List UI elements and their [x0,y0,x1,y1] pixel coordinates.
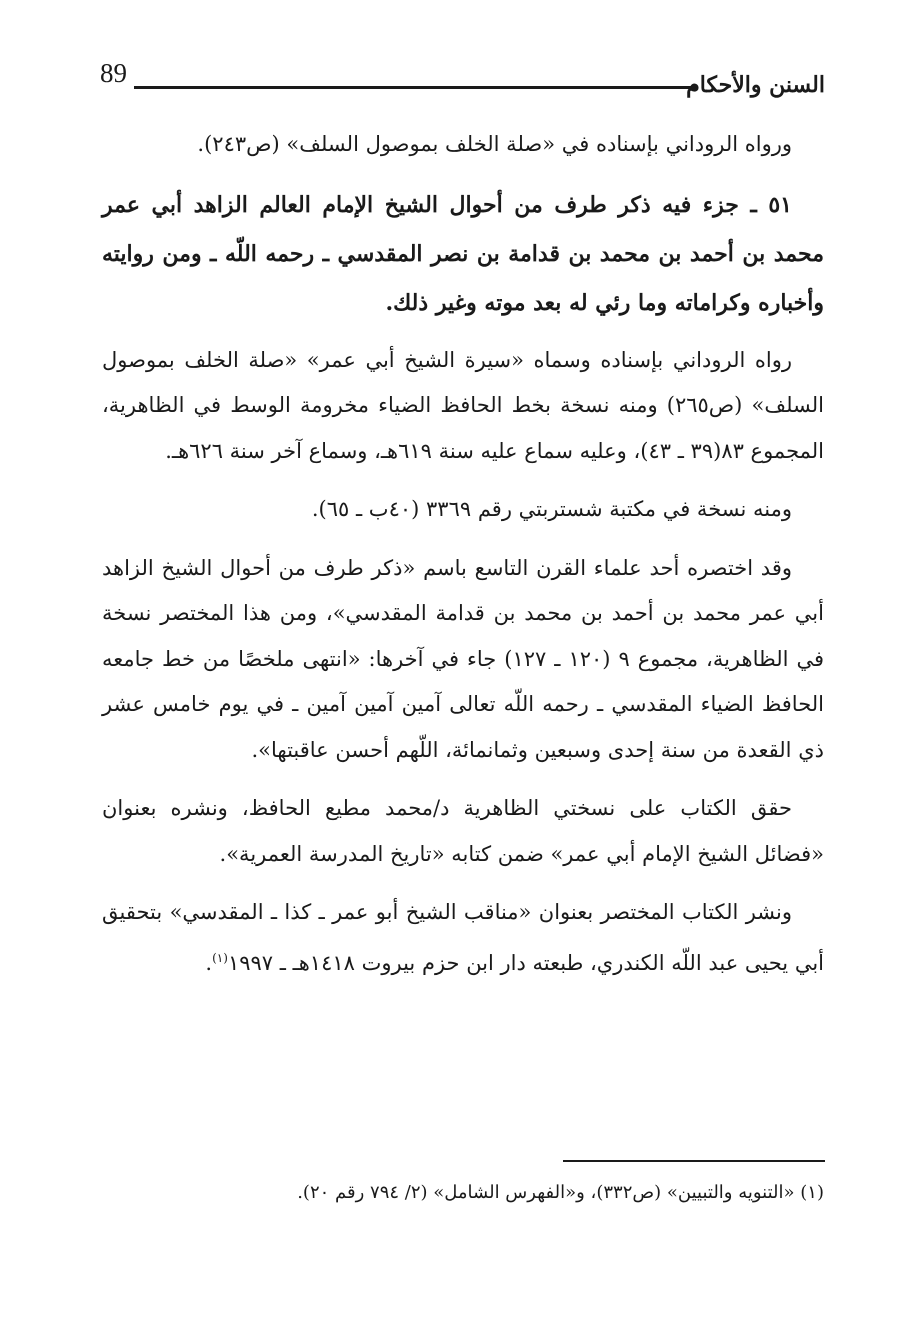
header-rule [134,86,697,89]
paragraph-manuscript-zahiriyya: رواه الروداني بإسناده وسماه «سيرة الشيخ أبي عمر» «صلة الخلف بموصول السلف» (ص٢٦٥) ومنه نسخة بخط الحافظ الضياء مخرومة الوسط في الظاهرية، المجموع ٨٣(٣٩ ـ ٤٣)، وعليه سماع عليه سنة ٦١٩هـ، وسماع آخر سنة ٦٢٦هـ. [102,347,825,463]
footnote: (١) «التنويه والتبيين» (ص٣٣٢)، و«الفهرس الشامل» (٢/ ٧٩٤ رقم ٢٠). [297,1182,824,1203]
body-text [102,122,824,999]
footnote-marker: (١) [212,950,228,965]
running-title: السنن والأحكام [686,72,825,98]
entry-51-heading: ٥١ ـ جزء فيه ذكر طرف من أحوال الشيخ الإمام العالم الزاهد أبي عمر محمد بن أحمد بن محمد بن قدامة بن نصر المقدسي ـ رحمه اللّه ـ ومن روايته وأخباره وكراماته وما رئي له بعد موته وغير ذلك. [102,191,824,316]
paragraph-chester-beatty: ومنه نسخة في مكتبة شستربتي رقم ٣٣٦٩ (٤٠ب ـ ٦٥). [311,497,792,521]
paragraph-rudani-reference: ورواه الروداني بإسناده في «صلة الخلف بموصول السلف» (ص٢٤٣). [197,132,792,156]
paragraph-edition-kandari-text: ونشر الكتاب المختصر بعنوان «مناقب الشيخ أبو عمر ـ كذا ـ المقدسي» بتحقيق أبي يحيى عبد اللّه الكندري، طبعته دار ابن حزم بيروت ١٤١٨هـ ـ ١٩٩٧ [102,900,824,975]
paragraph-edition-hafiz: حقق الكتاب على نسختي الظاهرية د/محمد مطيع الحافظ، ونشره بعنوان «فضائل الشيخ الإمام أبي عمر» ضمن كتابه «تاريخ المدرسة العمرية». [102,796,824,866]
page-header [100,58,825,102]
page-number: 89 [100,58,127,88]
footnote-rule [563,1160,825,1162]
paragraph-abridgement: وقد اختصره أحد علماء القرن التاسع باسم «ذكر طرف من أحوال الشيخ الزاهد أبي عمر محمد بن أحمد بن محمد بن قدامة المقدسي»، ومن هذا المختصر نسخة في الظاهرية، مجموع ٩ (١٢٠ ـ ١٢٧) جاء في آخرها: «انتهى ملخصًا من خط جامعه الحافظ الضياء المقدسي ـ رحمه اللّه تعالى آمين آمين آمين ـ في يوم خامس عشر ذي القعدة من سنة إحدى وسبعين وثمانمائة، اللّهم أحسن عاقبتها». [102,555,824,762]
paragraph-edition-kandari: ونشر الكتاب المختصر بعنوان «مناقب الشيخ أبو عمر ـ كذا ـ المقدسي» بتحقيق أبي يحيى عبد اللّه الكندري، طبعته دار ابن حزم بيروت ١٤١٨هـ ـ ١٩٩٧$^{(١)}$. [102,900,824,975]
